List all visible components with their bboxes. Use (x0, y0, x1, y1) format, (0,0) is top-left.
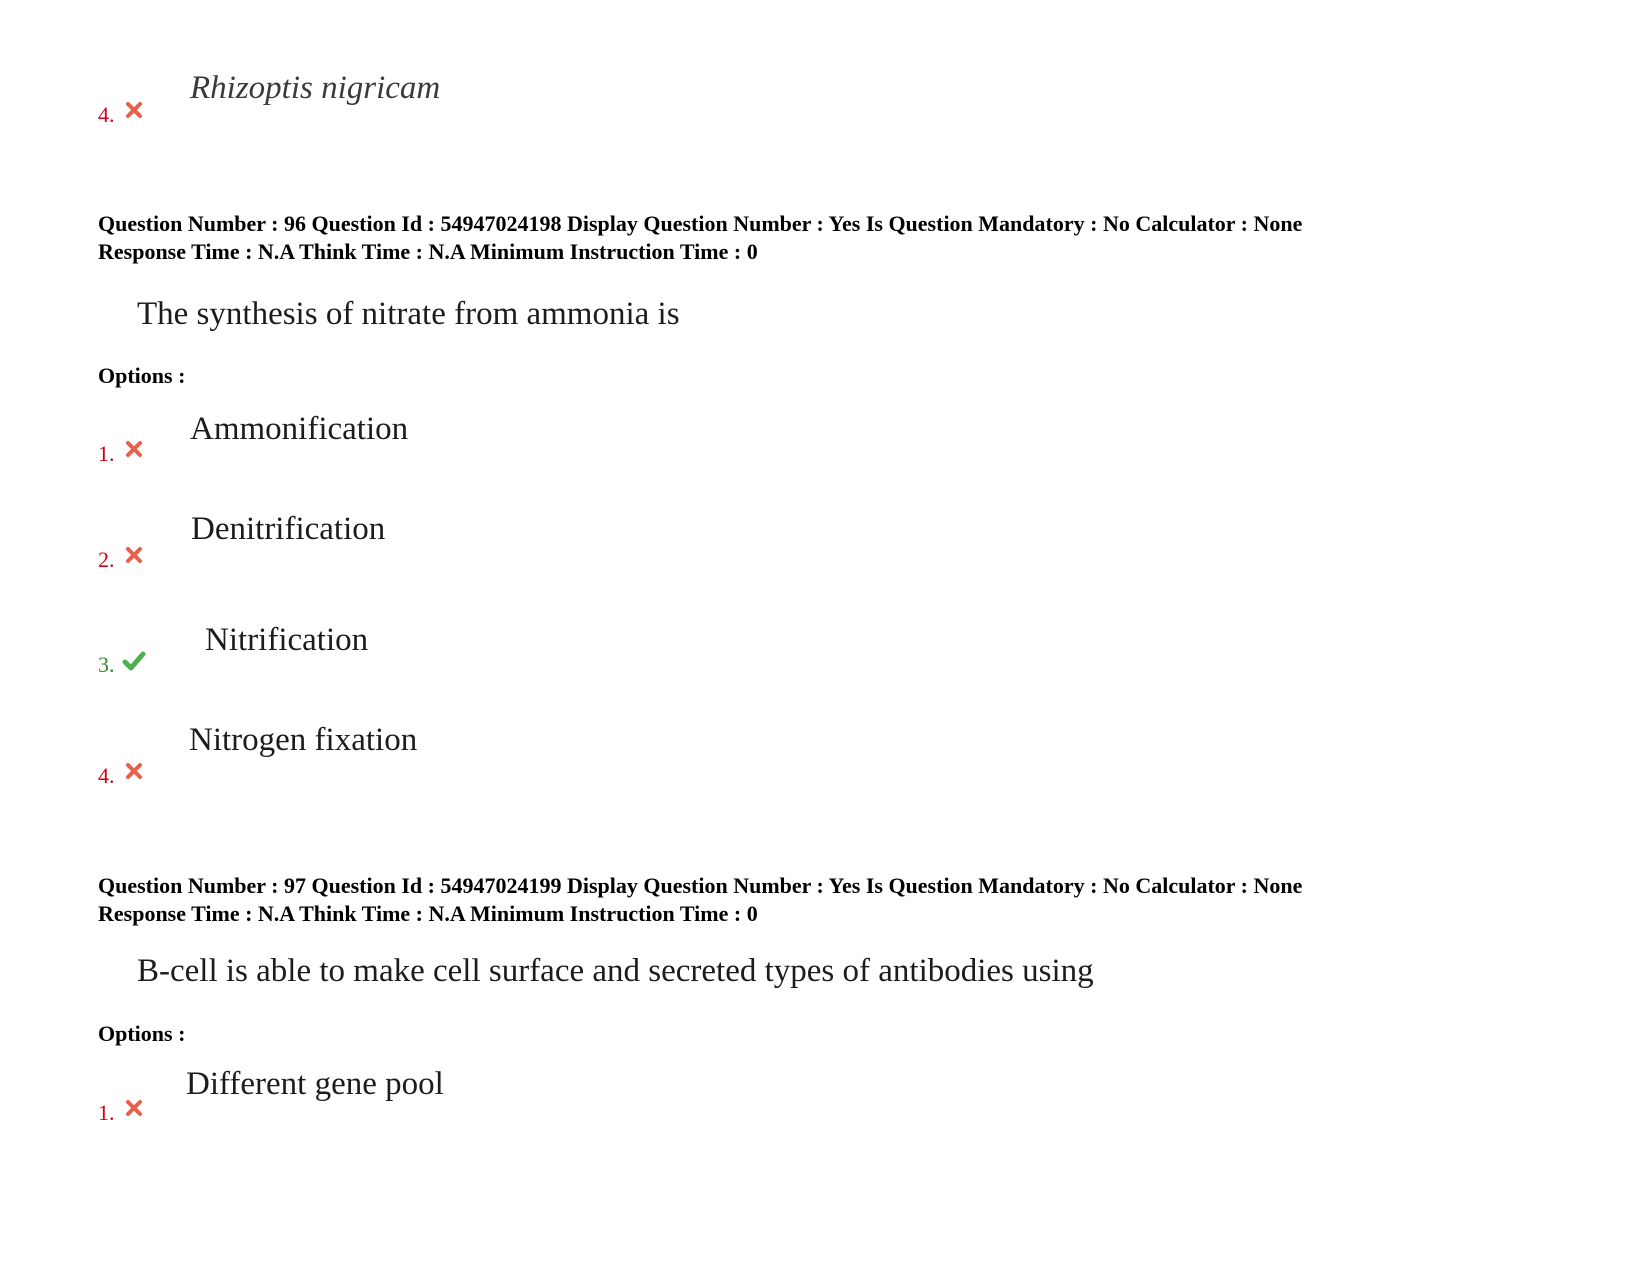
options-label: Options : (98, 1021, 186, 1046)
option-text: Nitrification (205, 622, 369, 658)
option-text: Ammonification (190, 411, 409, 447)
option-number: 4. (98, 102, 115, 127)
question-text: The synthesis of nitrate from ammonia is (137, 296, 680, 332)
question-meta (98, 210, 1302, 266)
option-number: 3. (98, 652, 115, 677)
option-number: 4. (98, 763, 115, 788)
option-number: 2. (98, 547, 115, 572)
question-text: B-cell is able to make cell surface and secreted types of antibodies using (137, 953, 1094, 989)
option-text: Nitrogen fixation (189, 722, 418, 758)
option-text: Rhizoptis nigricam (190, 70, 441, 106)
question-meta-line2: Response Time : N.A Think Time : N.A Minimum Instruction Time : 0 (98, 901, 758, 926)
question-meta (98, 872, 1302, 928)
option-number: 1. (98, 1100, 115, 1125)
cross-icon (125, 440, 143, 458)
cross-icon (125, 762, 143, 780)
options-label: Options : (98, 363, 186, 388)
option-number: 1. (98, 441, 115, 466)
question-meta-line1: Question Number : 97 Question Id : 54947024199 Display Question Number : Yes Is Question Mandatory : No Calculator : None (98, 873, 1303, 898)
cross-icon (125, 1099, 143, 1117)
check-icon (122, 650, 146, 672)
option-text: Different gene pool (186, 1066, 444, 1102)
question-meta-line2: Response Time : N.A Think Time : N.A Minimum Instruction Time : 0 (98, 239, 758, 264)
question-meta-line1: Question Number : 96 Question Id : 54947024198 Display Question Number : Yes Is Question Mandatory : No Calculator : None (98, 211, 1303, 236)
option-text: Denitrification (191, 511, 386, 547)
cross-icon (125, 101, 143, 119)
cross-icon (125, 546, 143, 564)
